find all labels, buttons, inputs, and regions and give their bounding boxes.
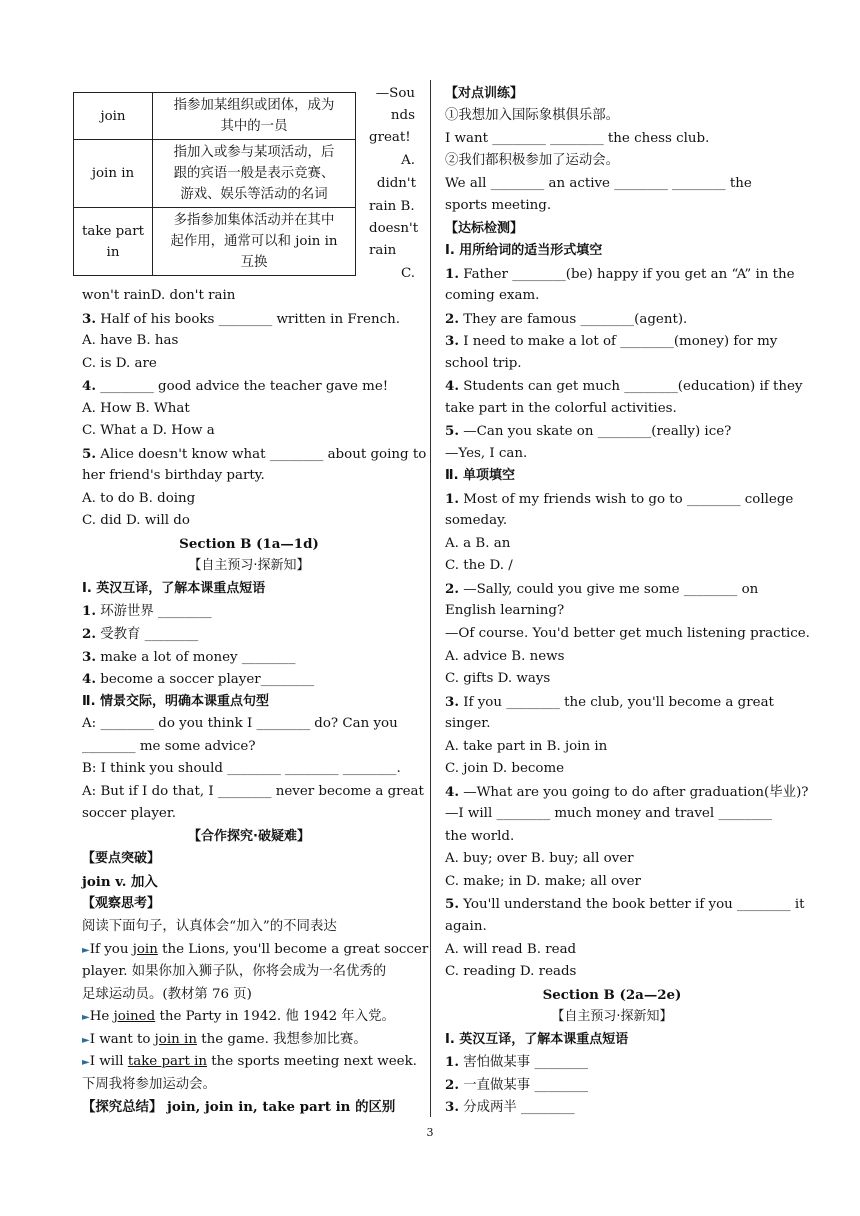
item-number: 4. xyxy=(82,671,96,687)
section-subheading: Ⅱ. 单项填空 xyxy=(445,468,516,483)
example-text: I want to xyxy=(89,1032,155,1047)
item-number: 1. xyxy=(445,266,459,282)
check-heading: 【达标检测】 xyxy=(445,221,524,236)
dialog-line: A: ________ do you think I ________ do? Can you xyxy=(82,716,398,731)
option-line: A. will read B. read xyxy=(445,942,577,957)
example-text: 足球运动员。(教材第 76 页) xyxy=(82,987,252,1002)
example-text: the Lions, you'll become a great soccer xyxy=(157,942,429,957)
item-number: 2. xyxy=(445,311,459,327)
phrase-item xyxy=(82,669,314,690)
item-text: 害怕做某事 ________ xyxy=(458,1055,589,1070)
item-text: 环游世界 ________ xyxy=(95,604,212,619)
desc-line: 多指参加集体活动并在其中 xyxy=(173,213,335,228)
option-line: won't rainD. don't rain xyxy=(82,288,236,303)
item-number: 1. xyxy=(445,1054,459,1070)
dialog-line: B: I think you should ________ ________ ________. xyxy=(82,761,401,776)
item-text: —Of course. You'd better get much listening practice. xyxy=(445,626,810,641)
item-number: 4. xyxy=(445,378,459,394)
fill-item xyxy=(445,309,687,330)
table-cell-desc xyxy=(153,93,356,140)
dialog-line: A: But if I do that, I ________ never become a great xyxy=(82,784,424,799)
item-text: singer. xyxy=(445,716,491,731)
table-row xyxy=(74,208,356,276)
fill-item xyxy=(445,421,731,442)
preview-heading: 【自主预习·探新知】 xyxy=(551,1009,673,1024)
arrow-icon: ► xyxy=(82,1057,90,1068)
item-text: the world. xyxy=(445,829,515,844)
example-1 xyxy=(82,940,428,961)
underlined-word: take part in xyxy=(127,1054,207,1069)
table-row xyxy=(74,93,356,140)
phrase-item xyxy=(82,647,295,668)
table-row xyxy=(74,140,356,208)
option-line: C. the D. / xyxy=(445,558,513,573)
option-line: A. have B. has xyxy=(82,333,179,348)
option-line: A. a B. an xyxy=(445,536,511,551)
item-text: 分成两半 ________ xyxy=(458,1100,575,1115)
example-text: If you xyxy=(89,942,133,957)
desc-line: 互换 xyxy=(240,255,268,270)
example-2 xyxy=(82,1007,395,1028)
item-text: English learning? xyxy=(445,603,565,618)
side-text: —Sou xyxy=(375,86,415,101)
example-text: the sports meeting next week. xyxy=(207,1054,417,1069)
option-line: A. to do B. doing xyxy=(82,491,196,506)
option-line: C. reading D. reads xyxy=(445,964,577,979)
example-text: He xyxy=(89,1009,114,1024)
question-3 xyxy=(82,309,400,330)
training-line: sports meeting. xyxy=(445,198,552,213)
question-5 xyxy=(82,444,426,465)
example-text: player. 如果你加入狮子队，你将会成为一名优秀的 xyxy=(82,964,387,979)
item-text: —Sally, could you give me some ________ on xyxy=(458,582,759,597)
training-line: We all ________ an active ________ ________ the xyxy=(445,176,752,191)
comparison-table xyxy=(73,92,356,276)
item-text: I need to make a lot of ________(money) for my xyxy=(458,334,778,349)
desc-line: 游戏、娱乐等活动的名词 xyxy=(180,187,328,202)
key-word: join v. 加入 xyxy=(82,874,158,890)
option-line: A. buy; over B. buy; all over xyxy=(445,851,634,866)
key-heading: 【要点突破】 xyxy=(82,851,161,866)
fill-item xyxy=(445,264,795,285)
item-number: 4. xyxy=(445,784,459,800)
side-text: doesn't xyxy=(369,221,419,236)
question-text: Half of his books ________ written in French. xyxy=(95,312,400,327)
option-line: C. join D. become xyxy=(445,761,565,776)
summary-heading: 【探究总结】 join, join in, take part in 的区别 xyxy=(82,1099,396,1115)
item-text: make a lot of money ________ xyxy=(95,650,296,665)
item-text: Students can get much ________(education) if they xyxy=(458,379,803,394)
page-number: 3 xyxy=(426,1126,434,1139)
dialog-line: ________ me some advice? xyxy=(82,739,256,754)
table-cell-desc xyxy=(153,208,356,276)
training-heading: 【对点训练】 xyxy=(445,86,524,101)
desc-line: 跟的宾语一般是表示竞赛、 xyxy=(173,166,335,181)
item-number: 3. xyxy=(445,333,459,349)
item-text: coming exam. xyxy=(445,288,540,303)
example-3 xyxy=(82,1030,367,1051)
item-number: 1. xyxy=(82,603,96,619)
option-line: A. take part in B. join in xyxy=(445,739,608,754)
desc-line: 指加入或参与某项活动，后 xyxy=(173,145,335,160)
section-heading: Section B (1a—1d) xyxy=(179,536,319,552)
question-4 xyxy=(82,376,388,397)
example-text: the Party in 1942. 他 1942 年入党。 xyxy=(155,1009,395,1024)
word-line: in xyxy=(106,244,120,260)
arrow-icon: ► xyxy=(82,1012,90,1023)
option-line: A. advice B. news xyxy=(445,649,565,664)
item-text: If you ________ the club, you'll become a great xyxy=(458,695,774,710)
phrase-item xyxy=(82,624,198,645)
instruction: 阅读下面句子，认真体会“加入”的不同表达 xyxy=(82,919,337,934)
section-subheading: Ⅰ. 英汉互译，了解本课重点短语 xyxy=(82,581,266,596)
item-number: 2. xyxy=(445,581,459,597)
example-text: 下周我将参加运动会。 xyxy=(82,1077,216,1092)
item-text: someday. xyxy=(445,513,508,528)
arrow-icon: ► xyxy=(82,1035,90,1046)
side-text: A. xyxy=(401,153,415,168)
arrow-icon: ► xyxy=(82,945,90,956)
item-number: 3. xyxy=(445,1099,459,1115)
table-cell-word xyxy=(74,208,153,276)
item-number: 3. xyxy=(445,694,459,710)
question-number: 3. xyxy=(82,311,96,327)
section-heading: Section B (2a—2e) xyxy=(542,987,682,1003)
item-text: Father ________(be) happy if you get an “A” in the xyxy=(458,267,795,282)
option-line: A. How B. What xyxy=(82,401,190,416)
item-text: 受教育 ________ xyxy=(95,627,199,642)
desc-line: 指参加某组织或团体，成为 xyxy=(173,98,335,113)
section-subheading: Ⅰ. 用所给词的适当形式填空 xyxy=(445,243,603,258)
training-line: I want ________ ________ the chess club. xyxy=(445,131,710,146)
column-divider xyxy=(430,80,431,1117)
item-text: Most of my friends wish to go to ________ college xyxy=(458,492,794,507)
item-text: 一直做某事 ________ xyxy=(458,1078,589,1093)
section-subheading: Ⅰ. 英汉互译，了解本课重点短语 xyxy=(445,1032,629,1047)
phrase-item xyxy=(445,1075,588,1096)
example-4 xyxy=(82,1052,417,1073)
item-text: —I will ________ much money and travel ________ xyxy=(445,806,772,821)
item-number: 2. xyxy=(82,626,96,642)
underlined-word: join in xyxy=(154,1032,197,1047)
mc-item xyxy=(445,692,774,713)
item-text: —Yes, I can. xyxy=(445,446,528,461)
training-line: ②我们都积极参加了运动会。 xyxy=(445,153,620,168)
table-cell-desc xyxy=(153,140,356,208)
item-text: take part in the colorful activities. xyxy=(445,401,677,416)
item-text: school trip. xyxy=(445,356,522,371)
section-subheading: Ⅱ. 情景交际，明确本课重点句型 xyxy=(82,694,270,709)
training-line: ①我想加入国际象棋俱乐部。 xyxy=(445,108,620,123)
dialog-line: soccer player. xyxy=(82,806,177,821)
table-cell-word: join xyxy=(74,93,153,140)
phrase-item xyxy=(445,1052,588,1073)
mc-item xyxy=(445,894,805,915)
option-line: C. is D. are xyxy=(82,356,157,371)
side-text: didn't xyxy=(376,176,416,191)
option-line: C. did D. will do xyxy=(82,513,190,528)
side-text: great! xyxy=(369,130,411,145)
underlined-word: join xyxy=(132,942,158,957)
word-line: take part xyxy=(82,223,144,239)
item-number: 2. xyxy=(445,1077,459,1093)
desc-line: 其中的一员 xyxy=(220,119,288,134)
item-text: You'll understand the book better if you ________ it xyxy=(458,897,805,912)
item-text: again. xyxy=(445,919,487,934)
item-number: 5. xyxy=(445,896,459,912)
mc-item xyxy=(445,579,758,600)
item-text: —What are you going to do after graduation(毕业)? xyxy=(458,785,809,800)
example-text: I will xyxy=(89,1054,128,1069)
option-line: C. What a D. How a xyxy=(82,423,215,438)
side-text: rain B. xyxy=(369,199,415,214)
fill-item xyxy=(445,331,777,352)
example-text: the game. 我想参加比赛。 xyxy=(196,1032,367,1047)
phrase-item xyxy=(82,601,212,622)
phrase-item xyxy=(445,1097,575,1118)
table-cell-word: join in xyxy=(74,140,153,208)
preview-heading: 【自主预习·探新知】 xyxy=(188,558,310,573)
item-number: 1. xyxy=(445,491,459,507)
side-text: C. xyxy=(400,266,415,281)
side-text: nds xyxy=(390,108,415,123)
question-text: ________ good advice the teacher gave me! xyxy=(95,379,389,394)
item-text: —Can you skate on ________(really) ice? xyxy=(458,424,732,439)
question-number: 5. xyxy=(82,446,96,462)
question-text: her friend's birthday party. xyxy=(82,468,265,483)
question-text: Alice doesn't know what ________ about going to xyxy=(95,447,427,462)
mc-item xyxy=(445,782,808,803)
item-number: 3. xyxy=(82,649,96,665)
mc-item xyxy=(445,489,793,510)
desc-line: 起作用，通常可以和 join in xyxy=(170,234,338,249)
item-text: They are famous ________(agent). xyxy=(458,312,688,327)
item-number: 5. xyxy=(445,423,459,439)
option-line: C. gifts D. ways xyxy=(445,671,551,686)
option-line: C. make; in D. make; all over xyxy=(445,874,641,889)
underlined-word: joined xyxy=(113,1009,156,1024)
coop-heading: 【合作探究·破疑难】 xyxy=(188,829,310,844)
fill-item xyxy=(445,376,802,397)
observe-heading: 【观察思考】 xyxy=(82,896,161,911)
question-number: 4. xyxy=(82,378,96,394)
side-text: rain xyxy=(369,243,397,258)
item-text: become a soccer player________ xyxy=(95,672,315,687)
